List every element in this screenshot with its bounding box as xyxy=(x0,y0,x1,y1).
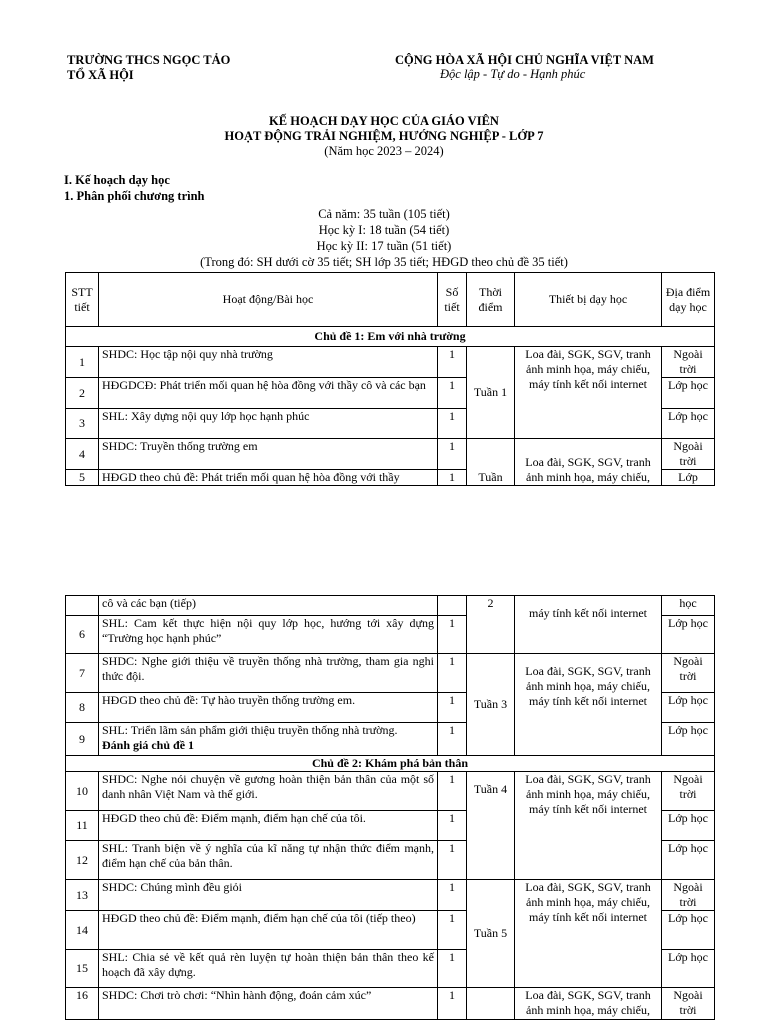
table-row xyxy=(66,439,715,470)
summary-semester-1: Học kỳ I: 18 tuần (54 tiết) xyxy=(318,223,450,237)
row-stt: 4 xyxy=(66,439,99,470)
summary-year: Cả năm: 35 tuần (105 tiết) xyxy=(318,207,450,221)
school-name: TRƯỜNG THCS NGỌC TẢO xyxy=(67,53,231,67)
row-stt: 6 xyxy=(66,616,99,654)
row-stt: 2 xyxy=(66,378,99,409)
row-equipment: Loa đài, SGK, SGV, tranh ảnh minh họa, máy chiếu, xyxy=(525,455,651,484)
row-periods: 1 xyxy=(438,470,467,486)
row-stt xyxy=(66,596,99,616)
row-periods: 1 xyxy=(438,378,467,409)
row-activity: cô và các bạn (tiếp) xyxy=(99,596,438,616)
school-year: (Năm học 2023 – 2024) xyxy=(324,144,444,158)
row-activity: SHDC: Chơi trò chơi: “Nhìn hành động, đoán cảm xúc” xyxy=(99,988,438,1020)
row-place: Ngoài trời xyxy=(662,654,715,693)
table-header-row xyxy=(66,273,715,327)
row-stt: 13 xyxy=(66,880,99,911)
row-activity: HĐGD theo chủ đề: Điểm mạnh, điểm hạn chế của tôi. xyxy=(99,811,438,841)
topic-2-title: Chủ đề 2: Khám phá bản thân xyxy=(66,756,715,772)
topic-row xyxy=(66,327,715,347)
row-activity: HĐGD theo chủ đề: Điểm mạnh, điểm hạn chế của tôi (tiếp theo) xyxy=(99,911,438,950)
row-periods: 1 xyxy=(438,409,467,439)
row-activity: SHDC: Học tập nội quy nhà trường xyxy=(99,347,438,378)
row-periods: 1 xyxy=(438,723,467,756)
header-stt: STT tiết xyxy=(66,273,99,327)
row-periods xyxy=(438,596,467,616)
row-place: Ngoài trời xyxy=(662,988,715,1020)
header-equipment: Thiết bị dạy học xyxy=(515,273,662,327)
row-place: Lớp xyxy=(662,470,715,486)
row-week-cell xyxy=(467,439,515,486)
row-equipment: Loa đài, SGK, SGV, tranh ảnh minh họa, máy chiếu, máy tính kết nối internet xyxy=(525,664,651,708)
row-place: Ngoài trời xyxy=(662,439,715,470)
table-row xyxy=(66,880,715,911)
row-place: Lớp học xyxy=(662,811,715,841)
row-week: Tuần 4 xyxy=(473,782,508,796)
table-row xyxy=(66,347,715,378)
row-week: Tuần xyxy=(478,470,503,484)
row-place: Ngoài trời xyxy=(662,880,715,911)
row-activity: HĐGDCĐ: Phát triển mối quan hệ hòa đồng với thầy cô và các bạn xyxy=(99,378,438,409)
row-stt: 8 xyxy=(66,693,99,723)
row-stt: 14 xyxy=(66,911,99,950)
row-place: Lớp học xyxy=(662,693,715,723)
row-periods: 1 xyxy=(438,654,467,693)
section-heading: I. Kế hoạch dạy học xyxy=(64,173,170,187)
row-activity: HĐGD theo chủ đề: Tự hào truyền thống trường em. xyxy=(99,693,438,723)
row-equipment-cell xyxy=(515,596,662,654)
row-periods: 1 xyxy=(438,880,467,911)
row-equipment-cell xyxy=(515,654,662,756)
national-motto: Độc lập - Tự do - Hạnh phúc xyxy=(440,67,586,81)
row-activity-cell xyxy=(99,723,438,756)
header-periods: Số tiết xyxy=(438,273,467,327)
row-stt: 15 xyxy=(66,950,99,988)
row-place: Lớp học xyxy=(662,616,715,654)
row-activity: SHL: Xây dựng nội quy lớp học hạnh phúc xyxy=(99,409,438,439)
row-periods: 1 xyxy=(438,911,467,950)
table-row xyxy=(66,988,715,1020)
header-activity: Hoạt động/Bài học xyxy=(99,273,438,327)
row-place: Lớp học xyxy=(662,723,715,756)
summary-note: (Trong đó: SH dưới cờ 35 tiết; SH lớp 35 tiết; HĐGD theo chủ đề 35 tiết) xyxy=(200,255,568,269)
row-place: Ngoài trời xyxy=(662,772,715,811)
row-week-cell xyxy=(467,772,515,880)
row-activity: SHL: Cam kết thực hiện nội quy lớp học, hướng tới xây dựng “Trường học hạnh phúc” xyxy=(99,616,438,654)
row-activity: SHL: Triển lãm sản phẩm giới thiệu truyền thống nhà trường. xyxy=(102,723,398,737)
row-week: 2 xyxy=(467,596,515,654)
republic-title: CỘNG HÒA XÃ HỘI CHỦ NGHĨA VIỆT NAM xyxy=(395,53,654,67)
row-week: Tuần 3 xyxy=(467,654,515,756)
row-week: Tuần 1 xyxy=(467,347,515,439)
row-stt: 5 xyxy=(66,470,99,486)
row-periods: 1 xyxy=(438,811,467,841)
topic-row xyxy=(66,756,715,772)
row-equipment: Loa đài, SGK, SGV, tranh ảnh minh họa, máy chiếu, máy tính kết nối internet xyxy=(515,347,662,439)
header-place: Địa điểm dạy học xyxy=(662,273,715,327)
document-subtitle: HOẠT ĐỘNG TRẢI NGHIỆM, HƯỚNG NGHIỆP - LỚP 7 xyxy=(224,129,544,143)
row-stt: 1 xyxy=(66,347,99,378)
row-activity: SHDC: Truyền thống trường em xyxy=(99,439,438,470)
row-activity: SHDC: Nghe nói chuyện về gương hoàn thiện bản thân của một số danh nhân Việt Nam và thế giới. xyxy=(99,772,438,811)
row-periods: 1 xyxy=(438,841,467,880)
row-week: Tuần 5 xyxy=(467,880,515,988)
table-row xyxy=(66,654,715,693)
topic-evaluation: Đánh giá chủ đề 1 xyxy=(102,738,195,752)
row-stt: 9 xyxy=(66,723,99,756)
table-row xyxy=(66,772,715,811)
row-periods: 1 xyxy=(438,439,467,470)
row-place: Lớp học xyxy=(662,409,715,439)
row-place: Lớp học xyxy=(662,911,715,950)
row-equipment: máy tính kết nối internet xyxy=(529,606,647,620)
row-stt: 10 xyxy=(66,772,99,811)
row-equipment-cell xyxy=(515,880,662,988)
row-periods: 1 xyxy=(438,347,467,378)
plan-table-part-2 xyxy=(65,595,715,1020)
row-activity: SHL: Chia sẻ về kết quả rèn luyện tự hoàn thiện bản thân theo kế hoạch đã xây dựng. xyxy=(99,950,438,988)
topic-1-title: Chủ đề 1: Em với nhà trường xyxy=(66,327,715,347)
row-equipment: Loa đài, SGK, SGV, tranh ảnh minh họa, máy chiếu, máy tính kết nối internet xyxy=(525,880,651,924)
plan-table-part-1 xyxy=(65,272,715,486)
row-place: Lớp học xyxy=(662,378,715,409)
row-stt: 7 xyxy=(66,654,99,693)
row-equipment: Loa đài, SGK, SGV, tranh ảnh minh họa, máy chiếu, máy tính kết nối internet xyxy=(515,772,662,880)
row-periods: 1 xyxy=(438,693,467,723)
department-name: TỔ XÃ HỘI xyxy=(67,68,134,82)
row-place: học xyxy=(662,596,715,616)
row-periods: 1 xyxy=(438,772,467,811)
row-periods: 1 xyxy=(438,950,467,988)
row-place: Lớp học xyxy=(662,950,715,988)
table-row xyxy=(66,596,715,616)
row-equipment: Loa đài, SGK, SGV, tranh ảnh minh họa, máy chiếu, xyxy=(515,988,662,1020)
row-periods: 1 xyxy=(438,616,467,654)
row-activity: SHDC: Nghe giới thiệu về truyền thống nhà trường, tham gia nghi thức đội. xyxy=(99,654,438,693)
subsection-heading: 1. Phân phối chương trình xyxy=(64,189,205,203)
row-place: Lớp học xyxy=(662,841,715,880)
row-stt: 3 xyxy=(66,409,99,439)
row-week xyxy=(467,988,515,1020)
row-activity: SHDC: Chúng mình đều giỏi xyxy=(99,880,438,911)
row-activity: HĐGD theo chủ đề: Phát triển mối quan hệ hòa đồng với thầy xyxy=(99,470,438,486)
header-time: Thời điểm xyxy=(467,273,515,327)
summary-semester-2: Học kỳ II: 17 tuần (51 tiết) xyxy=(316,239,452,253)
row-activity: SHL: Tranh biện về ý nghĩa của kĩ năng tự nhận thức điểm mạnh, điểm hạn chế của bản thân. xyxy=(99,841,438,880)
row-periods: 1 xyxy=(438,988,467,1020)
row-stt: 16 xyxy=(66,988,99,1020)
row-stt: 11 xyxy=(66,811,99,841)
row-place: Ngoài trời xyxy=(662,347,715,378)
document-title: KẾ HOẠCH DẠY HỌC CỦA GIÁO VIÊN xyxy=(269,114,499,128)
row-equipment-cell xyxy=(515,439,662,486)
row-stt: 12 xyxy=(66,841,99,880)
